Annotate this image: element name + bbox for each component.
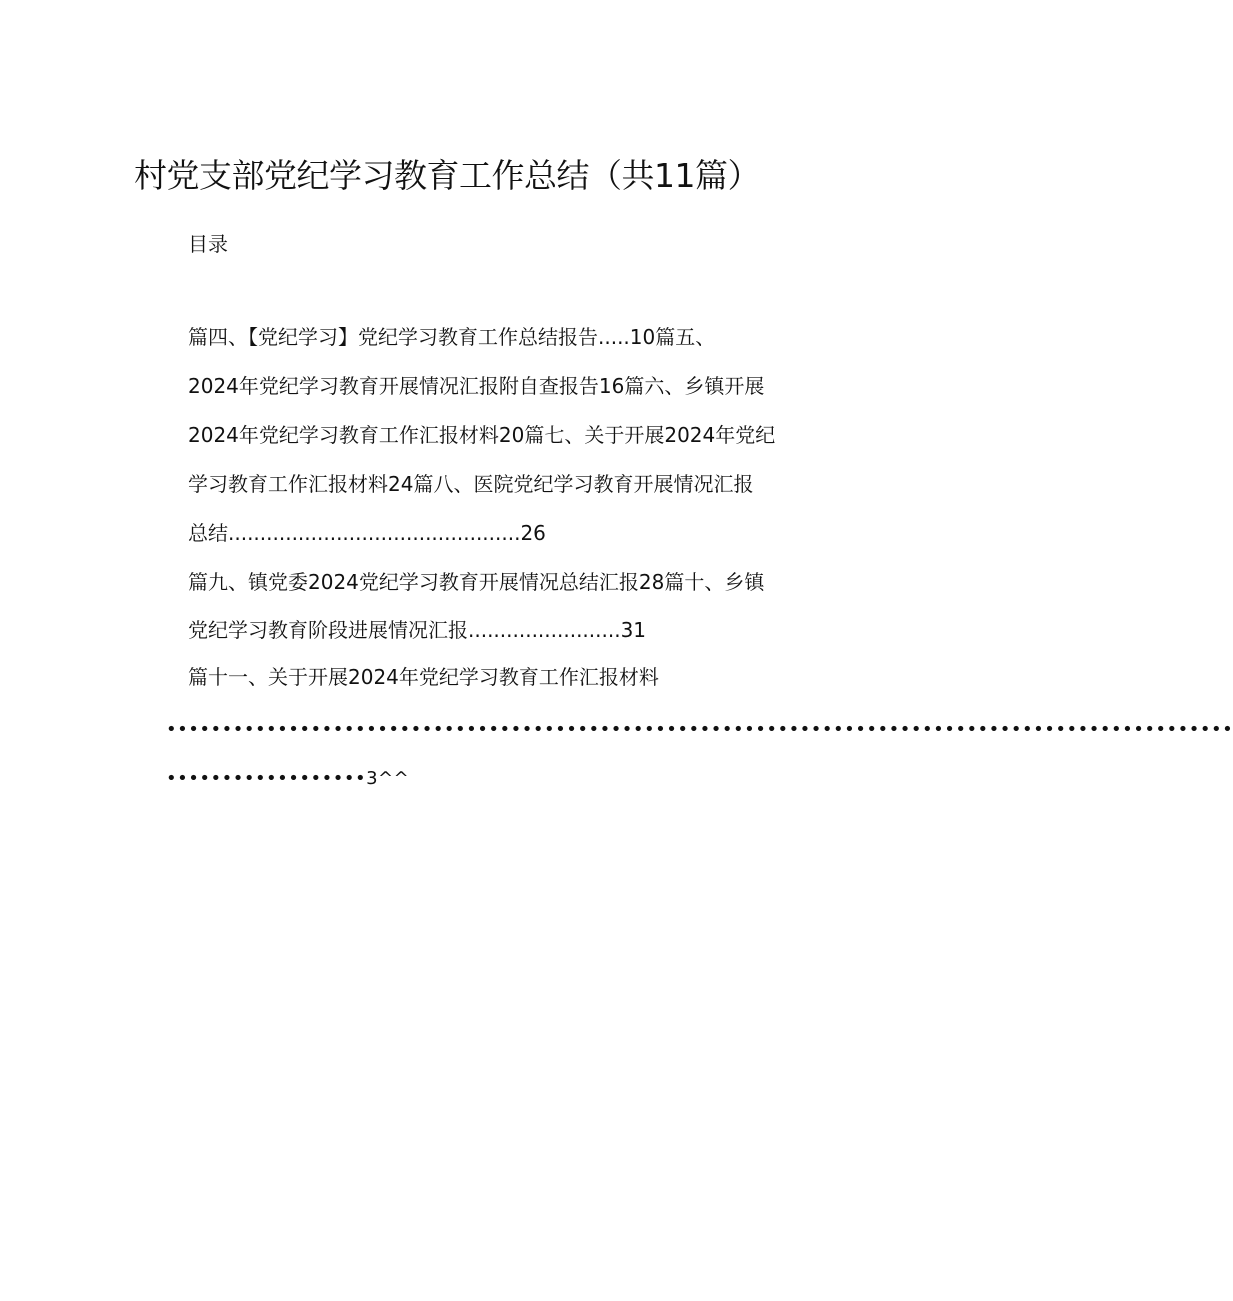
toc-line: 2024年党纪学习教育开展情况汇报附自查报告16篇六、乡镇开展: [188, 374, 765, 398]
toc-line: 党纪学习教育阶段进展情况汇报........................31: [188, 618, 647, 642]
toc-heading: 目录: [188, 232, 228, 256]
toc-line: 篇九、镇党委2024党纪学习教育开展情况总结汇报28篇十、乡镇: [188, 570, 765, 594]
toc-line: 学习教育工作汇报材料24篇八、医院党纪学习教育开展情况汇报: [188, 472, 754, 496]
toc-line: 2024年党纪学习教育工作汇报材料20篇七、关于开展2024年党纪: [188, 423, 776, 447]
dot-leader-page-number: ••••••••••••••••••3^^: [166, 768, 410, 789]
dot-leader-line: ••••••••••••••••••••••••••••••••••••••••••••••••••••••••••••••••••••••••••••••••••••••••••••••••: [166, 719, 1233, 740]
toc-line: 篇十一、关于开展2024年党纪学习教育工作汇报材料: [188, 665, 659, 689]
toc-line: 总结..............................................26: [188, 521, 546, 545]
document-title: 村党支部党纪学习教育工作总结（共11篇）: [134, 156, 760, 195]
toc-line: 篇四、【党纪学习】党纪学习教育工作总结报告.....10篇五、: [188, 325, 716, 349]
